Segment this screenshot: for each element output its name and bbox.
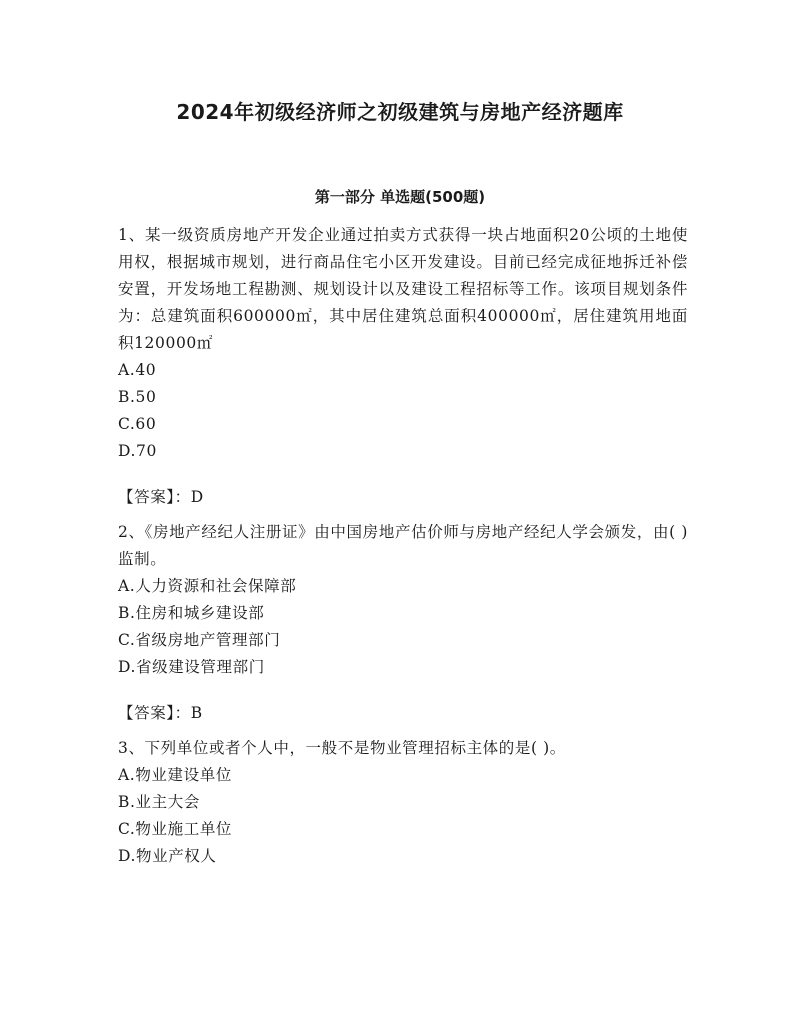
option-d: D.70 [118,442,157,460]
option-a: A.物业建设单位 [118,766,232,784]
question-3 [118,735,688,870]
document-title: 2024年初级经济师之初级建筑与房地产经济题库 [176,100,624,124]
option-b: B.住房和城乡建设部 [118,604,265,622]
option-d: D.物业产权人 [118,847,217,865]
option-a: A.40 [118,361,157,379]
option-c: C.物业施工单位 [118,820,233,838]
option-b: B.业主大会 [118,793,200,811]
answer-label: 【答案】：B [118,704,203,722]
option-d: D.省级建设管理部门 [118,658,265,676]
option-b: B.50 [118,388,157,406]
option-c: C.60 [118,415,157,433]
section-title: 第一部分 单选题(500题) [314,188,486,206]
question-stem: 2、《房地产经纪人注册证》由中国房地产估价师与房地产经纪人学会颁发，由( )监制。 [118,523,688,568]
question-stem: 3、下列单位或者个人中，一般不是物业管理招标主体的是( )。 [118,739,566,757]
answer-label: 【答案】：D [118,488,204,506]
option-c: C.省级房地产管理部门 [118,631,281,649]
question-2 [118,519,688,727]
question-1 [118,222,688,511]
question-list [118,222,688,870]
question-stem: 1、某一级资质房地产开发企业通过拍卖方式获得一块占地面积20公顷的土地使用权，根据城市规划，进行商品住宅小区开发建设。目前已经完成征地拆迁补偿安置，开发场地工程勘测、规划设计以及建设工程招标等工作。该项目规划条件为：总建筑面积600000㎡，其中居住建筑总面积400000㎡，居住建筑用地面积120000㎡ [118,226,688,352]
option-a: A.人力资源和社会保障部 [118,577,297,595]
